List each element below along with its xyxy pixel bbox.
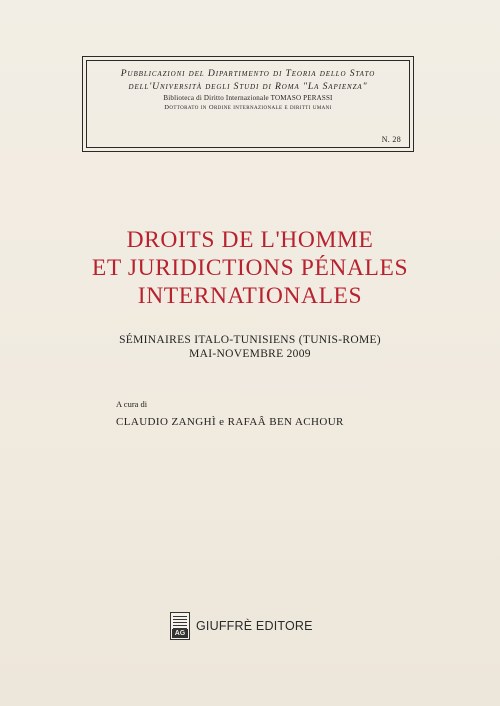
publisher-logo-text: AG [172,629,188,638]
title-line-1: DROITS DE L'HOMME [126,227,374,253]
editors-names: CLAUDIO ZANGHÌ e RAFAÂ BEN ACHOUR [116,416,344,428]
editors-section [116,398,344,430]
title-line-3: INTERNATIONALES [137,283,363,309]
publisher-logo-icon [170,612,190,640]
series-info [83,67,413,112]
editors-prefix: A cura di [116,399,148,409]
book-title [0,226,500,310]
series-frame [82,56,414,152]
series-doctorate: Dottorato in Ordine internazionale e diritti umani [164,104,332,111]
subtitle-line-2: MAI-NOVEMBRE 2009 [189,348,311,360]
series-line-2: dell'Università degli Studi di Roma "La Sapienza" [128,81,368,92]
book-subtitle [0,333,500,361]
series-number: N. 28 [381,135,401,144]
subtitle-line-1: SÉMINAIRES ITALO-TUNISIENS (TUNIS-ROME) [119,334,381,346]
publisher-name: GIUFFRÈ EDITORE [196,619,313,633]
title-line-2: ET JURIDICTIONS PÉNALES [91,255,409,281]
publisher [170,611,313,641]
series-library: Biblioteca di Diritto Internazionale TOMASO PERASSI [163,94,333,102]
series-line-1: Pubblicazioni del Dipartimento di Teoria dello Stato [120,68,376,79]
